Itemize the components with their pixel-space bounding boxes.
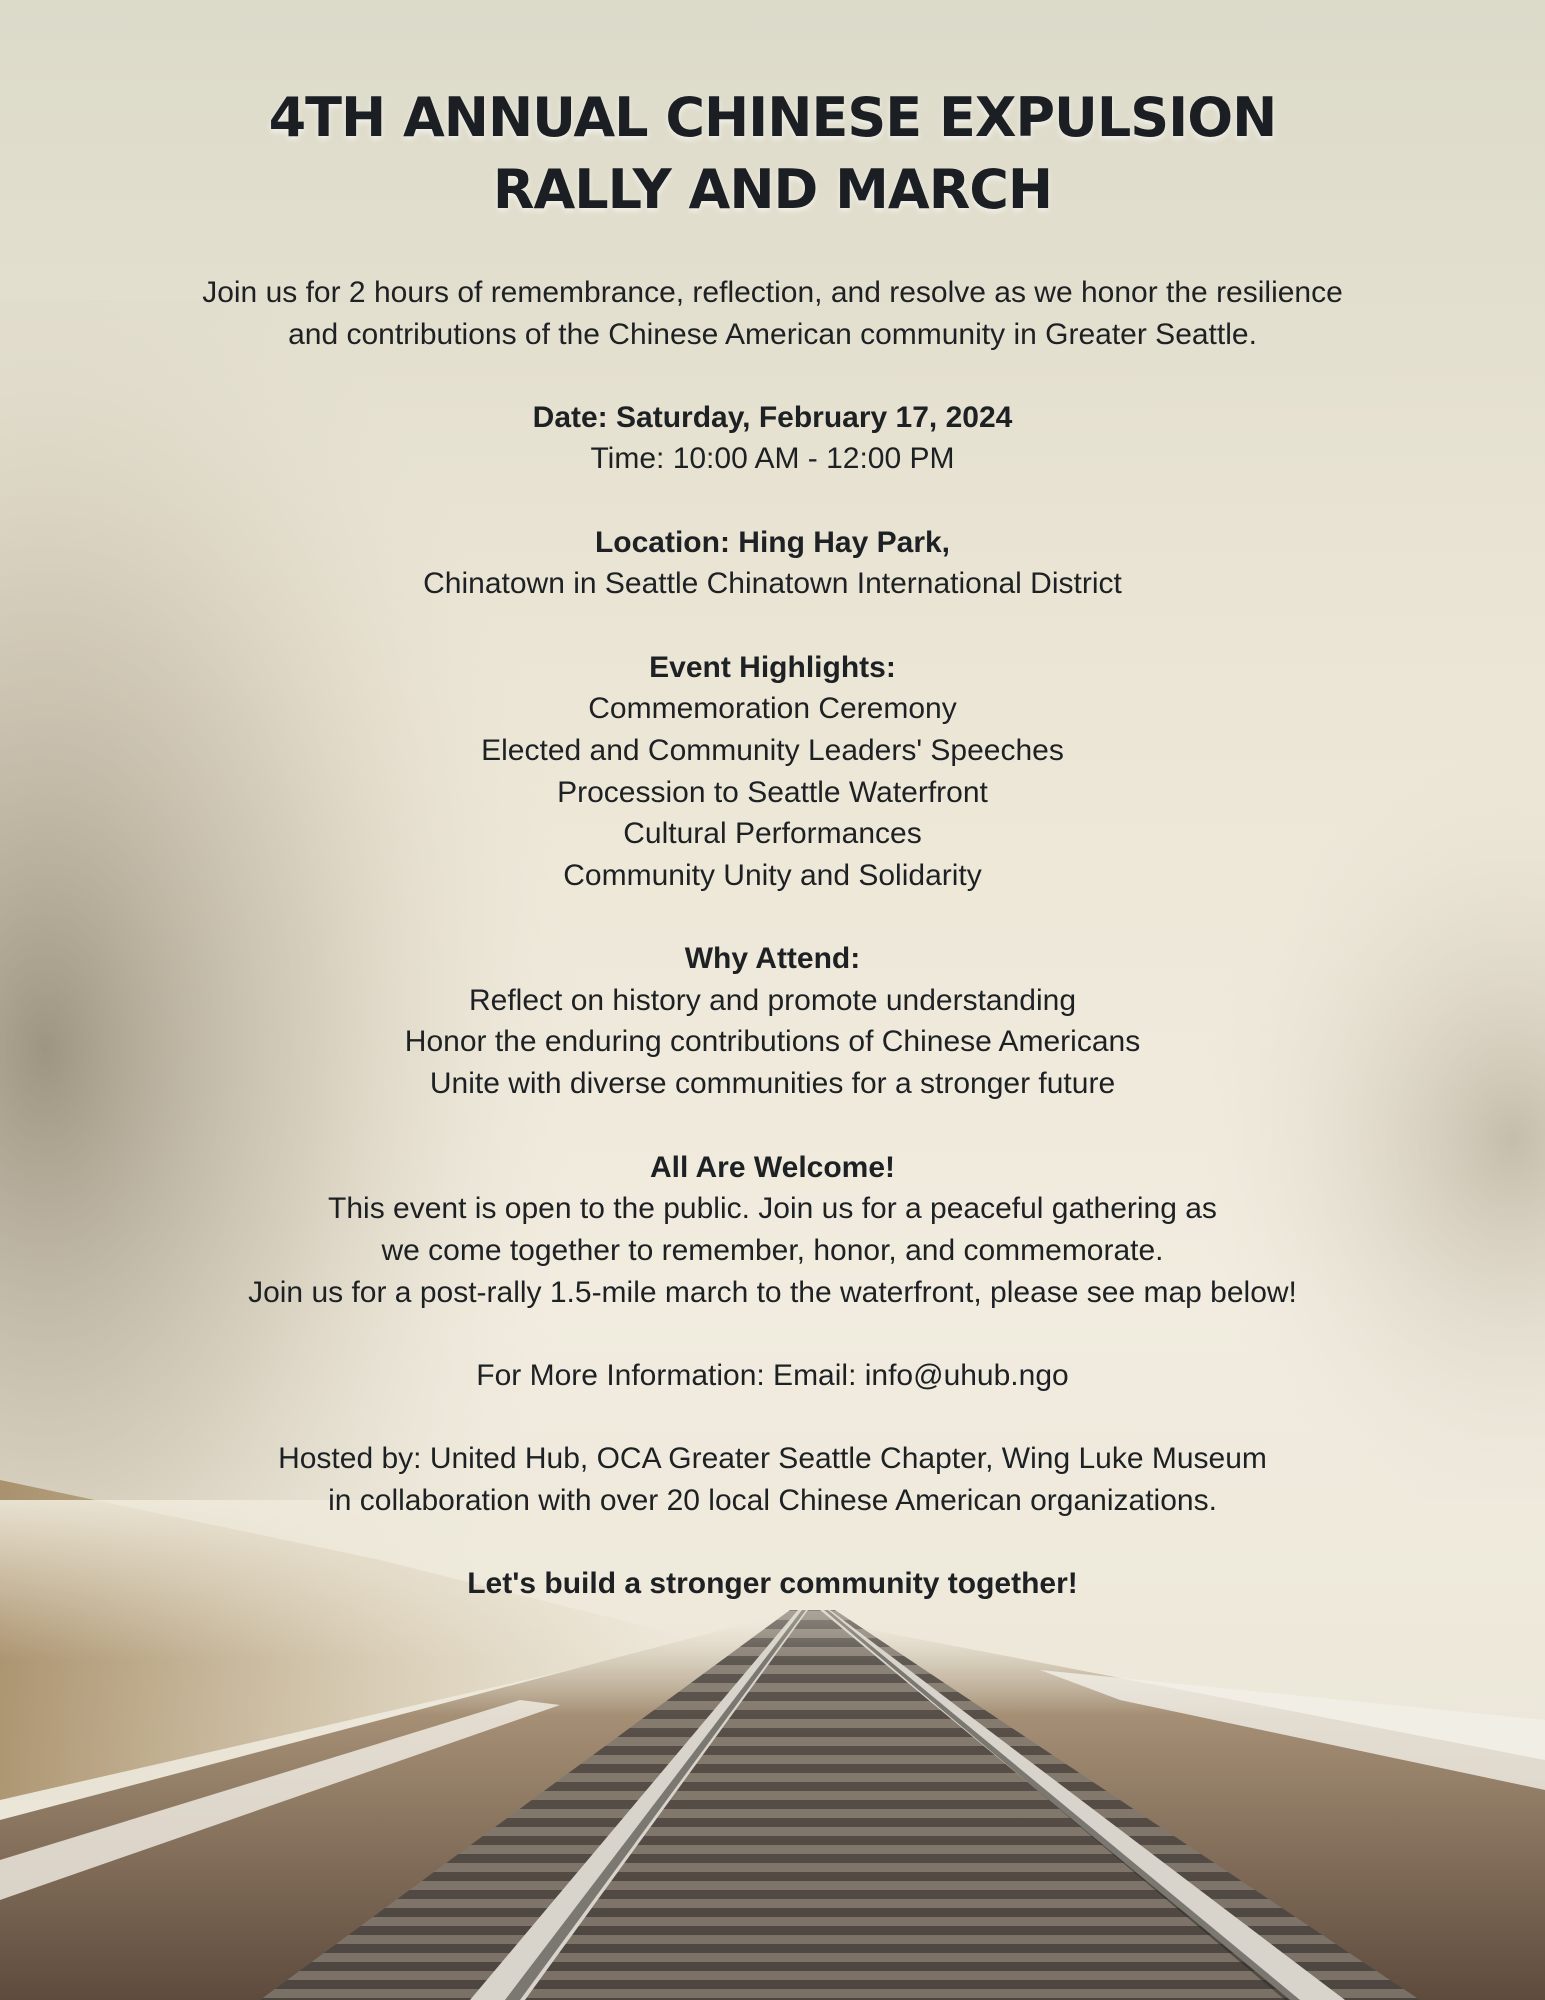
- event-date: Date: Saturday, February 17, 2024: [532, 401, 1013, 434]
- welcome-line: Join us for a post-rally 1.5-mile march to the waterfront, please see map below!: [248, 1276, 1297, 1309]
- why-attend-heading: Why Attend:: [684, 942, 861, 975]
- highlight-item: Elected and Community Leaders' Speeches: [481, 734, 1064, 767]
- welcome-line: we come together to remember, honor, and commemorate.: [381, 1234, 1164, 1267]
- highlight-item: Cultural Performances: [623, 817, 922, 850]
- event-title: [0, 82, 1545, 226]
- why-attend-item: Honor the enduring contributions of Chinese Americans: [404, 1025, 1141, 1058]
- welcome-heading: All Are Welcome!: [649, 1151, 896, 1184]
- hosted-by-line-1: Hosted by: United Hub, OCA Greater Seattle Chapter, Wing Luke Museum: [278, 1442, 1267, 1475]
- highlights-heading: Event Highlights:: [649, 651, 896, 684]
- location-heading: Location: Hing Hay Park,: [594, 526, 951, 559]
- closing-message: Let's build a stronger community together!: [467, 1567, 1078, 1600]
- event-time: Time: 10:00 AM - 12:00 PM: [590, 442, 955, 475]
- highlight-item: Community Unity and Solidarity: [563, 859, 982, 892]
- more-info-email: For More Information: Email: info@uhub.ngo: [476, 1359, 1069, 1392]
- intro-line-1: Join us for 2 hours of remembrance, reflection, and resolve as we honor the resilience: [202, 276, 1343, 309]
- why-attend-item: Unite with diverse communities for a stronger future: [429, 1067, 1116, 1100]
- hosted-by-line-2: in collaboration with over 20 local Chinese American organizations.: [328, 1484, 1217, 1517]
- highlight-item: Commemoration Ceremony: [588, 692, 957, 725]
- location-detail: Chinatown in Seattle Chinatown International District: [423, 567, 1122, 600]
- welcome-line: This event is open to the public. Join us for a peaceful gathering as: [328, 1192, 1217, 1225]
- intro-line-2: and contributions of the Chinese American community in Greater Seattle.: [288, 318, 1257, 351]
- why-attend-item: Reflect on history and promote understanding: [468, 984, 1077, 1017]
- highlight-item: Procession to Seattle Waterfront: [557, 776, 988, 809]
- event-title-line-1: 4TH ANNUAL CHINESE EXPULSION: [268, 86, 1277, 149]
- event-title-line-2: RALLY AND MARCH: [492, 158, 1053, 221]
